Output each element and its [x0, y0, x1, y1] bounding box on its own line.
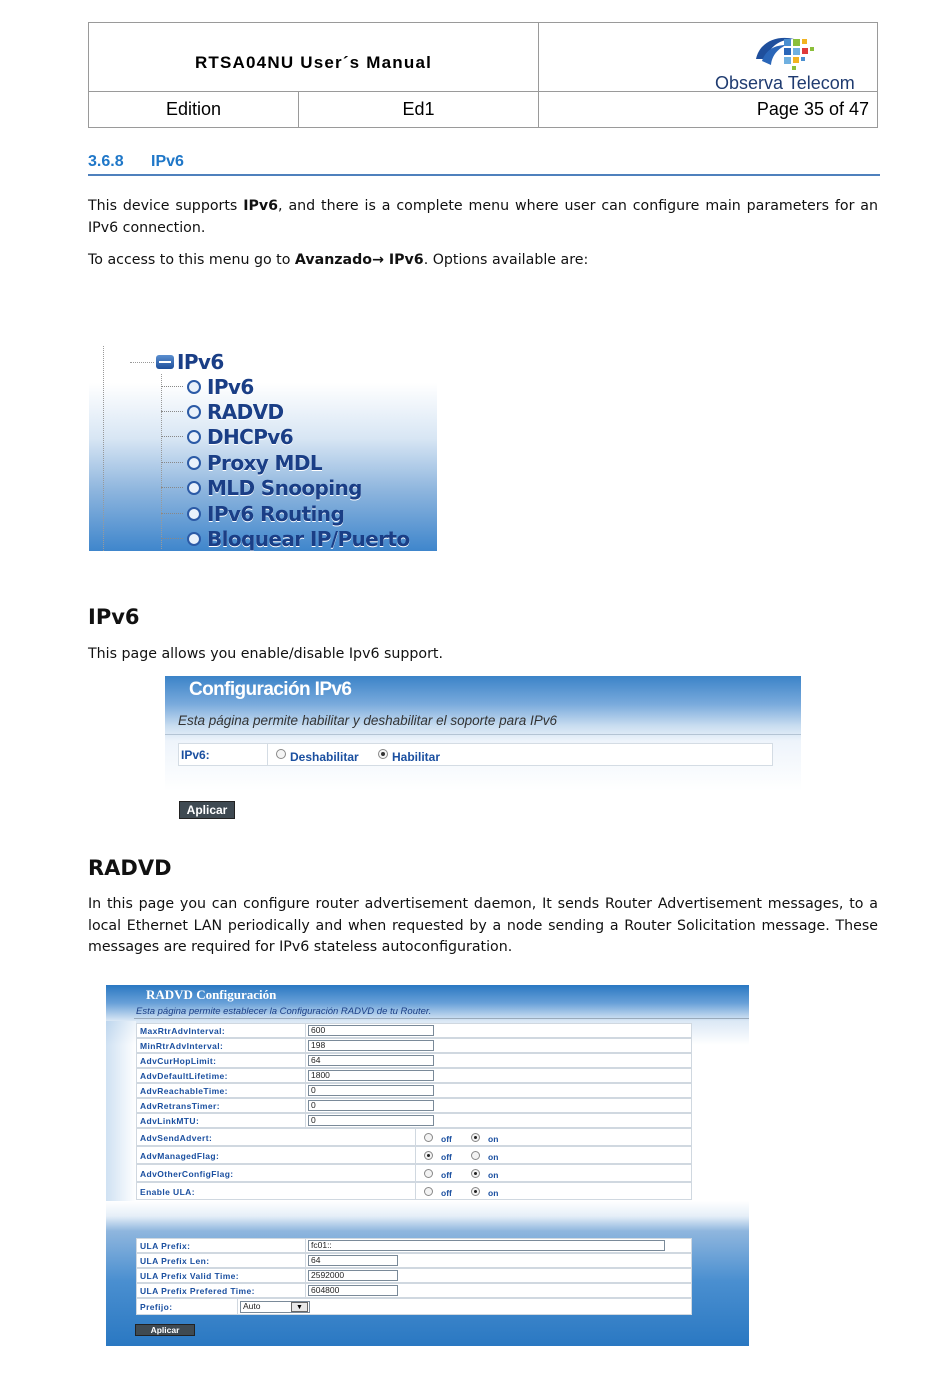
enable-ula-on-radio[interactable] — [471, 1187, 480, 1196]
min-rtr-adv-interval-input[interactable]: 198 — [308, 1040, 434, 1051]
logo-text: Observa Telecom — [715, 73, 855, 93]
bullet-circle-icon — [187, 430, 201, 444]
ula-prefix-valid-time-input[interactable]: 2592000 — [308, 1270, 398, 1281]
radvd-apply-button[interactable]: Aplicar — [135, 1324, 195, 1336]
radvd-field-row: AdvReachableTime: 0 — [136, 1083, 692, 1098]
ipv6-paragraph: This page allows you enable/disable Ipv6 support. — [88, 646, 443, 662]
company-logo — [539, 23, 877, 92]
ipv6-heading: IPv6 — [88, 605, 140, 629]
radvd-field-row: MaxRtrAdvInterval: 600 — [136, 1023, 692, 1038]
max-rtr-adv-interval-input[interactable]: 600 — [308, 1025, 434, 1036]
menu-item-bloquear-ip-puerto[interactable]: Bloquear IP/Puerto — [161, 526, 410, 551]
adv-reachable-time-input[interactable]: 0 — [308, 1085, 434, 1096]
menu-item-ipv6[interactable]: IPv6 — [161, 374, 254, 399]
radvd-ula-row: ULA Prefix Prefered Time: 604800 — [136, 1283, 692, 1298]
radvd-ula-row: ULA Prefix Len: 64 — [136, 1253, 692, 1268]
adv-cur-hop-limit-input[interactable]: 64 — [308, 1055, 434, 1066]
radvd-config-screenshot — [106, 985, 749, 1346]
document-header — [88, 22, 878, 128]
adv-default-lifetime-input[interactable]: 1800 — [308, 1070, 434, 1081]
menu-item-mld-snooping[interactable]: MLD Snooping — [161, 475, 362, 500]
radvd-flag-row: Enable ULA: off on — [136, 1182, 692, 1200]
radvd-field-row: MinRtrAdvInterval: 198 — [136, 1038, 692, 1053]
menu-item-dhcpv6[interactable]: DHCPv6 — [161, 424, 293, 449]
adv-managed-flag-off-radio[interactable] — [424, 1151, 433, 1160]
adv-send-advert-on-radio[interactable] — [471, 1133, 480, 1142]
intro-paragraph-2: To access to this menu go to Avanzado→ IPv6. Options available are: — [88, 252, 589, 268]
ipv6-enable-label: Habilitar — [392, 750, 441, 764]
menu-item-proxy-mdl[interactable]: Proxy MDL — [161, 450, 322, 475]
radvd-ula-row: ULA Prefix Valid Time: 2592000 — [136, 1268, 692, 1283]
bullet-circle-icon — [187, 380, 201, 394]
ipv6-apply-button[interactable]: Aplicar — [179, 801, 235, 819]
bullet-circle-icon — [187, 532, 201, 546]
radvd-field-row: AdvRetransTimer: 0 — [136, 1098, 692, 1113]
bullet-circle-icon — [187, 481, 201, 495]
section-name: IPv6 — [151, 153, 184, 170]
menu-item-radvd[interactable]: RADVD — [161, 399, 284, 424]
intro-paragraph-1: This device supports IPv6, and there is a complete menu where user can configure main parameters for an IPv6 connection. — [88, 198, 878, 236]
adv-link-mtu-input[interactable]: 0 — [308, 1115, 434, 1126]
ipv6-config-title: Configuración IPv6 — [189, 679, 352, 700]
radvd-config-title: RADVD Configuración — [146, 987, 277, 1002]
bullet-circle-icon — [187, 405, 201, 419]
radvd-config-description: Esta página permite establecer la Configuración RADVD de tu Router. — [136, 1006, 432, 1017]
radvd-prefix-row: Prefijo: Auto ▼ — [136, 1298, 692, 1315]
chevron-down-icon[interactable]: ▼ — [291, 1302, 308, 1312]
prefix-select[interactable]: Auto — [240, 1301, 310, 1313]
radvd-flag-row: AdvManagedFlag: off on — [136, 1146, 692, 1164]
adv-retrans-timer-input[interactable]: 0 — [308, 1100, 434, 1111]
manual-title: RTSA04NU User´s Manual — [89, 23, 539, 92]
arrow-icon: → — [372, 252, 384, 268]
section-heading — [88, 150, 880, 176]
radvd-field-row: AdvDefaultLifetime: 1800 — [136, 1068, 692, 1083]
radvd-flag-row: AdvSendAdvert: off on — [136, 1128, 692, 1146]
collapse-icon[interactable] — [156, 355, 174, 369]
section-number: 3.6.8 — [88, 153, 124, 170]
radvd-flag-row: AdvOtherConfigFlag: off on — [136, 1164, 692, 1182]
edition-label: Edition — [89, 92, 299, 127]
ipv6-enable-radio[interactable] — [378, 749, 388, 759]
ipv6-config-screenshot — [165, 676, 801, 820]
menu-root-ipv6[interactable]: IPv6 — [130, 350, 224, 374]
ipv6-config-description: Esta página permite habilitar y deshabilitar el soporte para IPv6 — [178, 713, 557, 728]
radvd-field-row: AdvCurHopLimit: 64 — [136, 1053, 692, 1068]
menu-item-ipv6-routing[interactable]: IPv6 Routing — [161, 501, 344, 526]
ula-prefix-prefered-time-input[interactable]: 604800 — [308, 1285, 398, 1296]
ipv6-menu-tree — [89, 346, 437, 551]
adv-other-config-flag-on-radio[interactable] — [471, 1169, 480, 1178]
ipv6-disable-label: Deshabilitar — [290, 750, 359, 764]
ula-prefix-len-input[interactable]: 64 — [308, 1255, 398, 1266]
radvd-paragraph: In this page you can configure router advertisement daemon, It sends Router Advertisement messages, to a local Ethernet LAN periodically and when requested by a node sending a Router Solicitation message. These messages are required for IPv6 stateless autoconfiguration. — [88, 896, 878, 955]
bullet-circle-icon — [187, 456, 201, 470]
observa-logo-icon — [744, 29, 834, 79]
adv-send-advert-off-radio[interactable] — [424, 1133, 433, 1142]
page-number: Page 35 of 47 — [756, 99, 869, 119]
radvd-field-row: AdvLinkMTU: 0 — [136, 1113, 692, 1128]
radvd-ula-row: ULA Prefix: fc01:: — [136, 1238, 692, 1253]
edition-value: Ed1 — [299, 92, 539, 127]
ipv6-field-label: IPv6: — [181, 748, 210, 762]
ipv6-enable-row — [178, 743, 773, 766]
radvd-heading: RADVD — [88, 856, 172, 880]
ula-prefix-input[interactable]: fc01:: — [308, 1240, 665, 1251]
ipv6-disable-radio[interactable] — [276, 749, 286, 759]
adv-other-config-flag-off-radio[interactable] — [424, 1169, 433, 1178]
bullet-circle-icon — [187, 507, 201, 521]
enable-ula-off-radio[interactable] — [424, 1187, 433, 1196]
adv-managed-flag-on-radio[interactable] — [471, 1151, 480, 1160]
